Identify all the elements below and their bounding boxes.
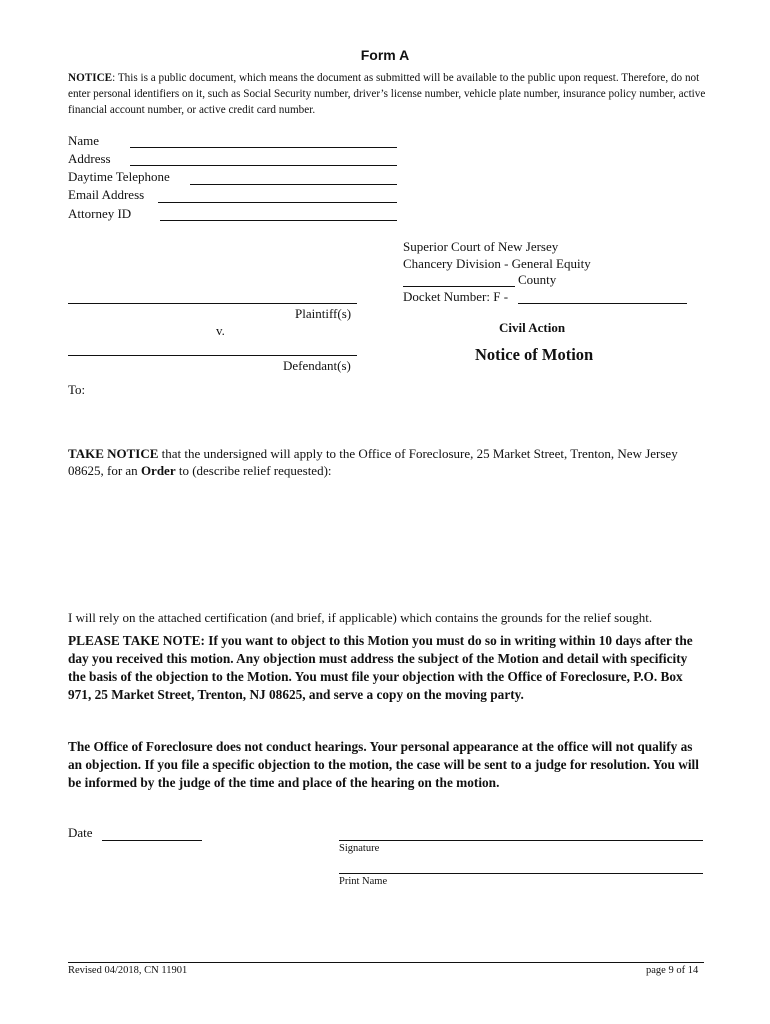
daytime-telephone-field[interactable]	[190, 184, 397, 185]
attorney-id-field[interactable]	[160, 220, 397, 221]
name-label: Name	[68, 133, 100, 148]
date-field[interactable]	[102, 840, 202, 841]
notice-text: : This is a public document, which means the document as submitted will be available to the public upon request. Therefore, do not enter personal identifiers on it, such as Social Security number, driver’s license number, vehicle plate number, insurance policy number, active financial account number, or active credit card number.	[68, 72, 706, 116]
notice-label: NOTICE	[68, 72, 113, 84]
county-field[interactable]	[403, 286, 515, 287]
print-name-field[interactable]	[339, 873, 703, 874]
public-notice	[68, 70, 708, 118]
email-address-field[interactable]	[158, 202, 397, 203]
revision-info: Revised 04/2018, CN 11901	[68, 965, 188, 976]
order-bold: Order	[140, 463, 176, 478]
docket-number-field[interactable]	[518, 303, 687, 304]
versus-label: v.	[216, 323, 225, 338]
take-notice-text: that the undersigned will apply to the Office of Foreclosure, 25 Market Street, Trenton, New Jersey 08625, for an	[68, 446, 678, 478]
form-title: Form A	[360, 47, 410, 63]
take-notice-text-end: to (describe relief requested):	[175, 463, 332, 478]
plaintiff-label: Plaintiff(s)	[295, 306, 352, 321]
please-take-note-paragraph: PLEASE TAKE NOTE: If you want to object to this Motion you must do so in writing within 10 days after the day you received this motion. Any objection must address the subject of the Motion and detail with specificity the basis of the objection to the Motion. You must file your objection with the Office of Foreclosure, P.O. Box 971, 25 Market Street, Trenton, NJ 08625, and serve a copy on the moving party.	[68, 633, 693, 702]
defendant-field[interactable]	[68, 355, 357, 356]
signature-field[interactable]	[339, 840, 703, 841]
footer-divider	[68, 962, 704, 963]
name-field[interactable]	[130, 147, 397, 148]
signature-label: Signature	[339, 843, 380, 854]
office-no-hearings-paragraph: The Office of Foreclosure does not conduct hearings. Your personal appearance at the office will not qualify as an objection. If you file a specific objection to the motion, the case will be sent to a judge for resolution. You will be informed by the judge of the time and place of the hearing on the motion.	[68, 739, 699, 790]
date-label: Date	[68, 825, 93, 840]
to-label: To:	[68, 382, 86, 397]
daytime-telephone-label: Daytime Telephone	[68, 169, 170, 184]
court-name: Superior Court of New Jersey	[403, 239, 559, 254]
notice-of-motion-heading: Notice of Motion	[475, 345, 594, 364]
rely-paragraph: I will rely on the attached certification (and brief, if applicable) which contains the grounds for the relief sought.	[68, 610, 653, 625]
court-division: Chancery Division - General Equity	[403, 256, 591, 271]
county-label: County	[518, 272, 557, 287]
take-notice-paragraph	[68, 445, 704, 479]
address-field[interactable]	[130, 165, 397, 166]
email-address-label: Email Address	[68, 187, 145, 202]
address-label: Address	[68, 151, 111, 166]
docket-number-label: Docket Number: F -	[403, 289, 509, 304]
civil-action-heading: Civil Action	[499, 320, 566, 335]
plaintiff-field[interactable]	[68, 303, 357, 304]
attorney-id-label: Attorney ID	[68, 206, 132, 221]
defendant-label: Defendant(s)	[283, 358, 351, 373]
take-notice-bold: TAKE NOTICE	[68, 446, 159, 461]
print-name-label: Print Name	[339, 876, 388, 887]
page-number: page 9 of 14	[646, 965, 699, 976]
